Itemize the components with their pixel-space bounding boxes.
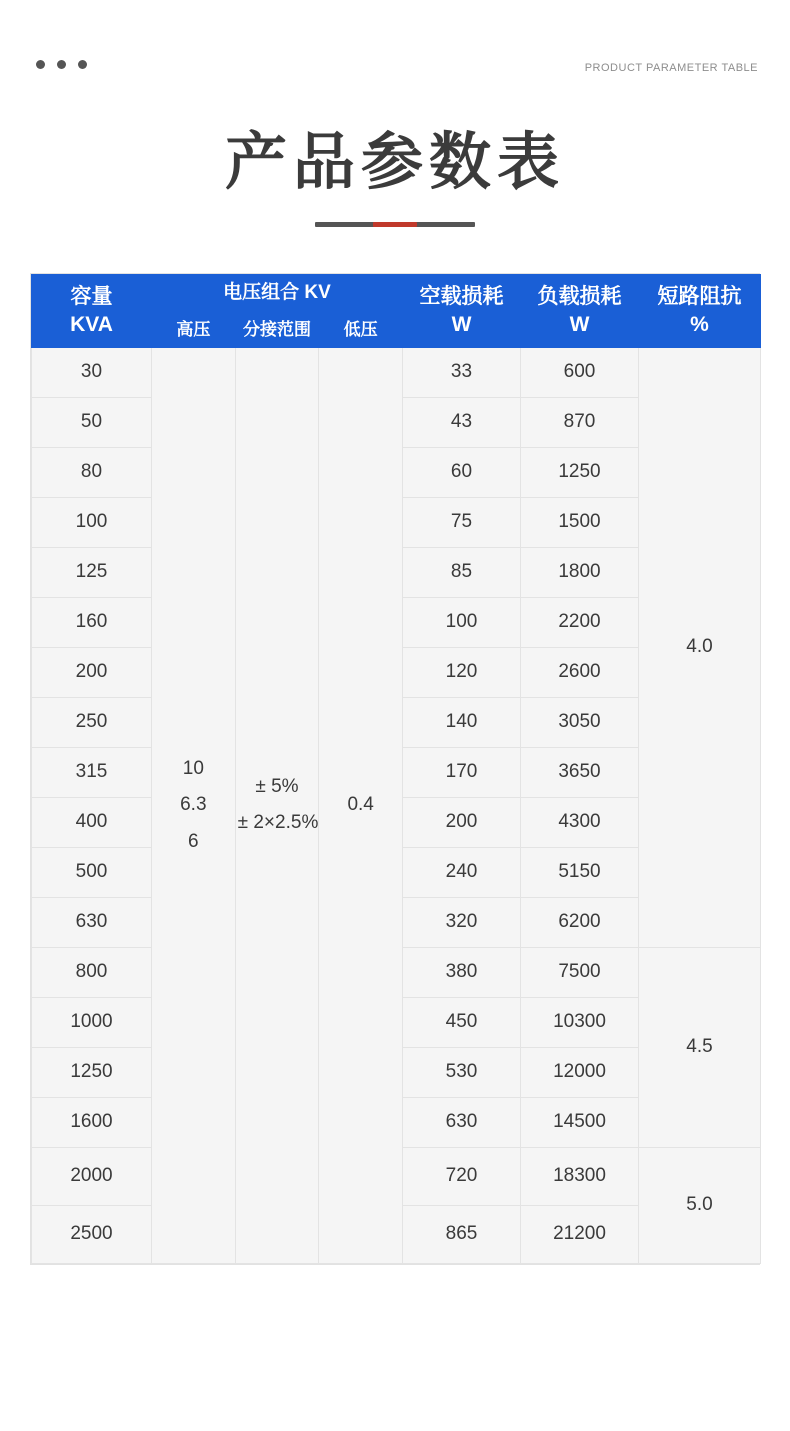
eyebrow-text: PRODUCT PARAMETER TABLE: [584, 62, 758, 74]
page-title: 产品参数表: [224, 125, 565, 198]
cell-capacity: 200: [32, 647, 152, 697]
cell-no-load-loss: 200: [403, 797, 521, 847]
cell-capacity: 630: [32, 897, 152, 947]
table-body: [32, 347, 761, 1263]
cell-load-loss: 21200: [521, 1205, 639, 1263]
header-impedance-line2: %: [690, 313, 709, 337]
high-voltage-value: 6.3: [180, 794, 207, 816]
cell-capacity: 400: [32, 797, 152, 847]
title-divider: [315, 222, 475, 227]
cell-capacity: 1250: [32, 1047, 152, 1097]
header-load-loss-line2: W: [569, 313, 590, 337]
cell-no-load-loss: 865: [403, 1205, 521, 1263]
parameter-table-container: [30, 273, 760, 1265]
cell-capacity: 1600: [32, 1097, 152, 1147]
header-no-load-loss-line2: W: [451, 313, 472, 337]
cell-load-loss: 18300: [521, 1147, 639, 1205]
header-no-load-loss-line1: 空载损耗: [419, 284, 504, 308]
cell-load-loss: 600: [521, 347, 639, 397]
header-load-loss-line1: 负载损耗: [537, 284, 622, 308]
cell-impedance: 5.0: [639, 1147, 761, 1263]
cell-capacity: 800: [32, 947, 152, 997]
cell-low-voltage: 0.4: [319, 347, 403, 1263]
cell-load-loss: 6200: [521, 897, 639, 947]
table-head: [32, 275, 761, 348]
cell-capacity: 2000: [32, 1147, 152, 1205]
cell-no-load-loss: 75: [403, 497, 521, 547]
cell-capacity: 30: [32, 347, 152, 397]
cell-no-load-loss: 630: [403, 1097, 521, 1147]
high-voltage-value: 6: [188, 830, 199, 852]
cell-load-loss: 4300: [521, 797, 639, 847]
cell-load-loss: 10300: [521, 997, 639, 1047]
cell-capacity: 100: [32, 497, 152, 547]
cell-no-load-loss: 60: [403, 447, 521, 497]
title-block: [0, 125, 790, 227]
cell-capacity: 2500: [32, 1205, 152, 1263]
dot-2: [57, 60, 66, 69]
cell-capacity: 250: [32, 697, 152, 747]
cell-no-load-loss: 720: [403, 1147, 521, 1205]
header-capacity: [32, 275, 152, 348]
cell-no-load-loss: 320: [403, 897, 521, 947]
cell-load-loss: 12000: [521, 1047, 639, 1097]
cell-no-load-loss: 33: [403, 347, 521, 397]
tap-range-value: ± 5%: [255, 776, 299, 798]
cell-capacity: 80: [32, 447, 152, 497]
cell-load-loss: 7500: [521, 947, 639, 997]
cell-tap-range: [235, 347, 319, 1263]
cell-no-load-loss: 380: [403, 947, 521, 997]
header-row-1: [32, 275, 761, 313]
header-capacity-line1: 容量: [70, 284, 113, 308]
three-dots-icon: [36, 60, 87, 69]
dot-3: [78, 60, 87, 69]
parameter-table: [31, 274, 761, 1264]
cell-capacity: 125: [32, 547, 152, 597]
cell-load-loss: 5150: [521, 847, 639, 897]
header-capacity-line2: KVA: [70, 313, 113, 337]
cell-no-load-loss: 85: [403, 547, 521, 597]
cell-load-loss: 2600: [521, 647, 639, 697]
cell-high-voltage: [152, 347, 236, 1263]
header-voltage-group: 电压组合 KV: [152, 275, 403, 313]
cell-no-load-loss: 120: [403, 647, 521, 697]
page-header: [0, 0, 790, 110]
cell-capacity: 50: [32, 397, 152, 447]
cell-no-load-loss: 240: [403, 847, 521, 897]
cell-impedance: 4.0: [639, 347, 761, 947]
cell-no-load-loss: 450: [403, 997, 521, 1047]
cell-capacity: 500: [32, 847, 152, 897]
cell-impedance: 4.5: [639, 947, 761, 1147]
table-row: [32, 347, 761, 397]
header-impedance-line1: 短路阻抗: [657, 284, 742, 308]
cell-no-load-loss: 140: [403, 697, 521, 747]
cell-no-load-loss: 43: [403, 397, 521, 447]
header-impedance: [639, 275, 761, 348]
cell-no-load-loss: 100: [403, 597, 521, 647]
cell-load-loss: 14500: [521, 1097, 639, 1147]
cell-capacity: 160: [32, 597, 152, 647]
cell-load-loss: 2200: [521, 597, 639, 647]
cell-capacity: 315: [32, 747, 152, 797]
header-load-loss: [521, 275, 639, 348]
cell-load-loss: 870: [521, 397, 639, 447]
cell-no-load-loss: 530: [403, 1047, 521, 1097]
high-voltage-value: 10: [182, 758, 204, 780]
header-no-load-loss: [403, 275, 521, 348]
cell-load-loss: 3050: [521, 697, 639, 747]
dot-1: [36, 60, 45, 69]
cell-load-loss: 3650: [521, 747, 639, 797]
tap-range-value: ± 2×2.5%: [237, 812, 319, 834]
cell-load-loss: 1250: [521, 447, 639, 497]
header-high-voltage: 高压: [152, 312, 236, 347]
header-tap-range: 分接范围: [235, 312, 319, 347]
cell-load-loss: 1500: [521, 497, 639, 547]
header-low-voltage: 低压: [319, 312, 403, 347]
cell-no-load-loss: 170: [403, 747, 521, 797]
cell-capacity: 1000: [32, 997, 152, 1047]
cell-load-loss: 1800: [521, 547, 639, 597]
